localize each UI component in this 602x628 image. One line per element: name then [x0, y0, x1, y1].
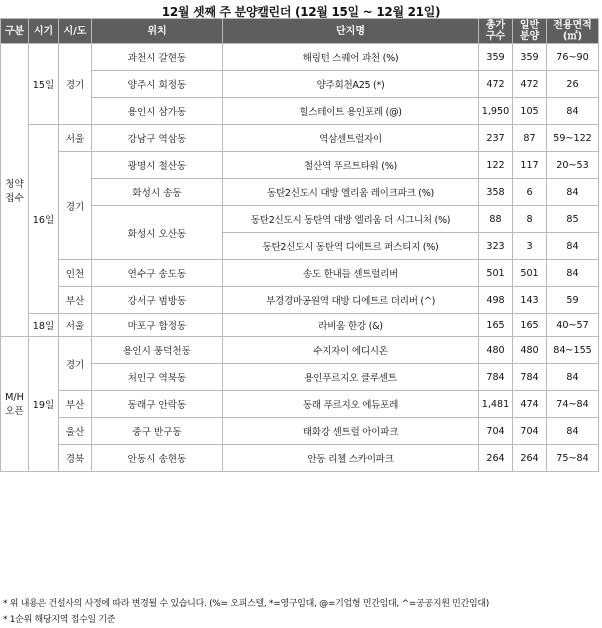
complex-name: 해링턴 스퀘어 과천 (%)	[223, 44, 479, 71]
total-units: 264	[479, 445, 513, 472]
header-category: 구분	[1, 19, 29, 44]
location: 마포구 합정동	[92, 314, 223, 337]
footnote-basis: * 1순위 해당지역 접수일 기준	[3, 615, 116, 625]
complex-name: 수지자이 에디시온	[223, 337, 479, 364]
area: 85	[547, 206, 599, 233]
general-sale: 501	[513, 260, 547, 287]
location: 강남구 역삼동	[92, 125, 223, 152]
complex-name: 동래 푸르지오 에듀포레	[223, 391, 479, 418]
general-sale: 784	[513, 364, 547, 391]
location: 중구 반구동	[92, 418, 223, 445]
area: 84~155	[547, 337, 599, 364]
total-units: 165	[479, 314, 513, 337]
complex-name: 동탄2신도시 대방 엘리움 레이크파크 (%)	[223, 179, 479, 206]
location: 과천시 갈현동	[92, 44, 223, 71]
table-row	[1, 418, 599, 445]
table-row	[1, 287, 599, 314]
date-16: 16일	[29, 125, 59, 314]
location: 용인시 삼가동	[92, 98, 223, 125]
complex-name: 라비움 한강 (&)	[223, 314, 479, 337]
total-units: 480	[479, 337, 513, 364]
general-sale: 165	[513, 314, 547, 337]
region-gyeongbuk: 경북	[59, 445, 92, 472]
general-sale: 264	[513, 445, 547, 472]
area: 20~53	[547, 152, 599, 179]
area: 84	[547, 260, 599, 287]
total-units: 88	[479, 206, 513, 233]
complex-name: 송도 한내들 센트럴리버	[223, 260, 479, 287]
complex-name: 부경경마공원역 대방 디에트르 더리버 (^)	[223, 287, 479, 314]
general-sale: 472	[513, 71, 547, 98]
complex-name: 동탄2신도시 동탄역 대방 엘리움 더 시그니처 (%)	[223, 206, 479, 233]
total-units: 122	[479, 152, 513, 179]
table-row	[1, 314, 599, 337]
header-location: 위치	[92, 19, 223, 44]
location: 연수구 송도동	[92, 260, 223, 287]
complex-name: 양주회천A25 (*)	[223, 71, 479, 98]
table-row	[1, 391, 599, 418]
area: 59~122	[547, 125, 599, 152]
general-sale: 143	[513, 287, 547, 314]
general-sale: 105	[513, 98, 547, 125]
general-sale: 87	[513, 125, 547, 152]
location: 동래구 안락동	[92, 391, 223, 418]
header-row	[1, 19, 599, 44]
location: 강서구 범방동	[92, 287, 223, 314]
total-units: 1,950	[479, 98, 513, 125]
region-incheon: 인천	[59, 260, 92, 287]
area: 26	[547, 71, 599, 98]
total-units: 704	[479, 418, 513, 445]
area: 59	[547, 287, 599, 314]
page-title: 12월 셋째 주 분양캘린더 (12월 15일 ~ 12월 21일)	[161, 5, 441, 19]
category-subscription: 청약접수	[1, 44, 29, 337]
complex-name: 안동 리첼 스카이파크	[223, 445, 479, 472]
region-ulsan: 울산	[59, 418, 92, 445]
complex-name: 용인푸르지오 클루센트	[223, 364, 479, 391]
area: 40~57	[547, 314, 599, 337]
area: 84	[547, 233, 599, 260]
region-seoul: 서울	[59, 314, 92, 337]
table-row	[1, 44, 599, 71]
general-sale: 6	[513, 179, 547, 206]
location: 안동시 송현동	[92, 445, 223, 472]
location: 용인시 풍덕천동	[92, 337, 223, 364]
date-18: 18일	[29, 314, 59, 337]
location: 화성시 오산동	[92, 206, 223, 260]
region-busan: 부산	[59, 287, 92, 314]
header-total-units: 총가 구수	[479, 19, 513, 44]
area: 84	[547, 98, 599, 125]
total-units: 358	[479, 179, 513, 206]
calendar-table	[0, 18, 599, 472]
footnote-disclaimer: * 위 내용은 건설사의 사정에 따라 변경될 수 있습니다. (%= 오피스텔, *=영구임대, @=기업형 민간임대, ^=공공지원 민간임대)	[3, 599, 489, 609]
general-sale: 359	[513, 44, 547, 71]
location: 화성시 송동	[92, 179, 223, 206]
date-19: 19일	[29, 337, 59, 472]
region-gyeonggi: 경기	[59, 337, 92, 391]
total-units: 472	[479, 71, 513, 98]
complex-name: 철산역 푸르트타워 (%)	[223, 152, 479, 179]
general-sale: 480	[513, 337, 547, 364]
region-busan: 부산	[59, 391, 92, 418]
total-units: 237	[479, 125, 513, 152]
area: 84	[547, 179, 599, 206]
header-timing: 시기	[29, 19, 59, 44]
general-sale: 704	[513, 418, 547, 445]
total-units: 501	[479, 260, 513, 287]
location: 광명시 철산동	[92, 152, 223, 179]
area: 84	[547, 364, 599, 391]
general-sale: 474	[513, 391, 547, 418]
table-row	[1, 337, 599, 364]
area: 76~90	[547, 44, 599, 71]
total-units: 323	[479, 233, 513, 260]
location: 양주시 회정동	[92, 71, 223, 98]
total-units: 784	[479, 364, 513, 391]
area: 74~84	[547, 391, 599, 418]
location: 처인구 역북동	[92, 364, 223, 391]
area: 75~84	[547, 445, 599, 472]
general-sale: 8	[513, 206, 547, 233]
header-region: 시/도	[59, 19, 92, 44]
complex-name: 힐스테이트 용인포레 (@)	[223, 98, 479, 125]
table-row	[1, 445, 599, 472]
general-sale: 3	[513, 233, 547, 260]
complex-name: 역삼센트럴자이	[223, 125, 479, 152]
header-complex: 단지명	[223, 19, 479, 44]
general-sale: 117	[513, 152, 547, 179]
category-mh-open: M/H오픈	[1, 337, 29, 472]
region-gyeonggi: 경기	[59, 44, 92, 125]
table-row	[1, 152, 599, 179]
header-area: 전용면적 (㎡)	[547, 19, 599, 44]
table-row	[1, 260, 599, 287]
region-gyeonggi: 경기	[59, 152, 92, 260]
total-units: 1,481	[479, 391, 513, 418]
date-15: 15일	[29, 44, 59, 125]
region-seoul: 서울	[59, 125, 92, 152]
total-units: 359	[479, 44, 513, 71]
header-general-sale: 일반 분양	[513, 19, 547, 44]
complex-name: 동탄2신도시 동탄역 디에트르 퍼스티지 (%)	[223, 233, 479, 260]
complex-name: 태화강 센트럴 아이파크	[223, 418, 479, 445]
area: 84	[547, 418, 599, 445]
table-row	[1, 125, 599, 152]
total-units: 498	[479, 287, 513, 314]
